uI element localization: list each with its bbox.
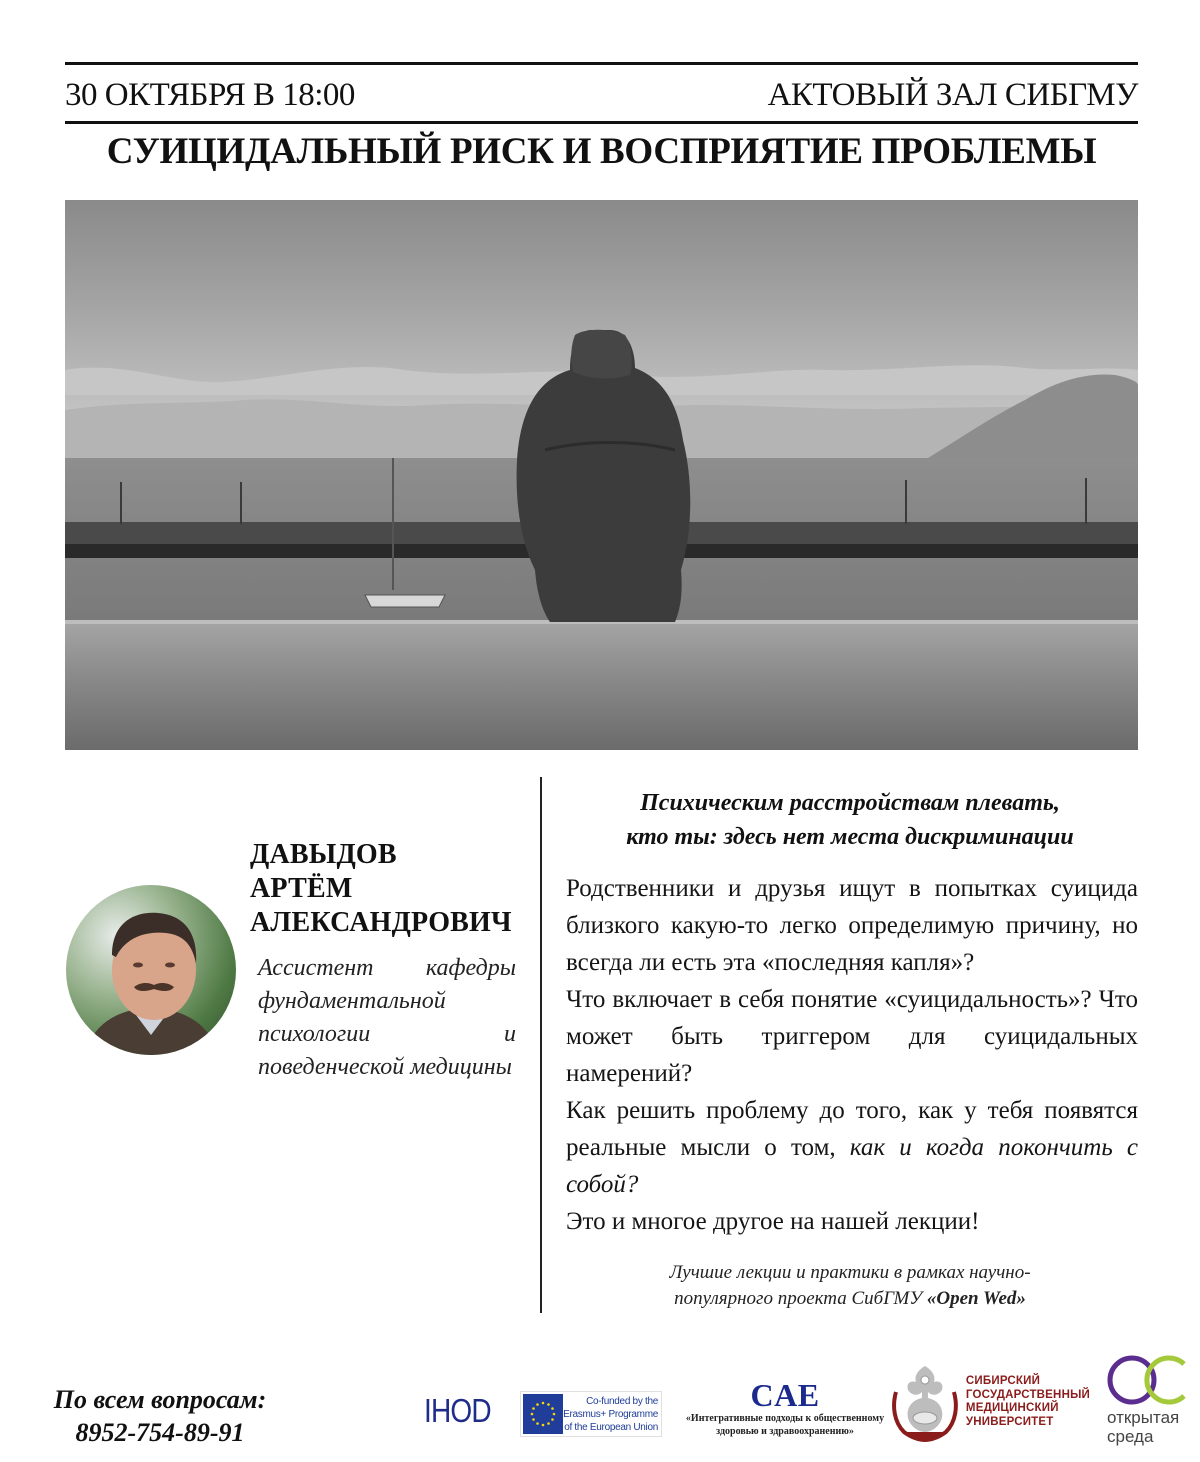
sibgmu-line-2: ГОСУДАРСТВЕННЫЙ [965,1388,1090,1401]
speaker-avatar [66,885,236,1055]
speaker-portrait-illustration [66,885,236,1055]
open-environment-logo [1104,1350,1194,1460]
eu-flag-icon [523,1394,563,1434]
speaker-first-name: АРТЁМ [250,873,353,904]
erasmus-line-3: of the European Union [564,1421,658,1433]
sibgmu-crest-icon [890,1362,960,1442]
lead-quote [562,786,1138,854]
hero-photo-illustration [65,200,1138,750]
description-paragraph-4: Это и многое другое на нашей лекции! [566,1208,980,1235]
sibgmu-line-3: МЕДИЦИНСКИЙ [965,1402,1059,1414]
cae-subtitle-line-2: здоровью и здравоохранению» [716,1426,854,1437]
speaker-patronymic: АЛЕКСАНДРОВИЧ [250,907,512,938]
quote-line-2: кто ты: здесь нет места дискриминации [626,824,1074,850]
sibgmu-line-1: СИБИРСКИЙ [965,1375,1041,1387]
cae-subtitle-line-1: «Интегративные подходы к общественному [685,1413,885,1424]
erasmus-line-1: Co-funded by the [586,1395,658,1407]
middle-rule [65,121,1138,124]
erasmus-line-2: Erasmus+ Programme [563,1408,658,1420]
event-date-time: 30 ОКТЯБРЯ В 18:00 [65,76,355,113]
contact-label: По всем вопросам: [53,1385,267,1414]
lecture-description [566,870,1138,1240]
lecture-title: СУИЦИДАЛЬНЫЙ РИСК И ВОСПРИЯТИЕ ПРОБЛЕМЫ [106,131,1097,172]
event-info-row [65,72,1138,118]
erasmus-logo [520,1391,662,1437]
ihod-logo: IHOD [424,1392,491,1429]
cae-title: CAE [750,1377,820,1413]
cae-logo [672,1378,898,1438]
cae-subtitle [672,1412,898,1438]
erasmus-text [563,1395,661,1434]
emphasized-phrase: как и когда покончить с собой [566,1134,1138,1198]
open-environment-rings-icon [1104,1350,1194,1408]
open-environment-text [1107,1408,1179,1446]
project-name: «Open Wed» [926,1288,1026,1309]
column-divider [540,777,542,1313]
contact-block [20,1383,300,1449]
hero-photo [65,200,1138,750]
open-environment-line-1: открытая [1107,1408,1180,1427]
speaker-surname: ДАВЫДОВ [250,839,397,870]
contact-phone[interactable]: 8952-754-89-91 [75,1418,245,1447]
project-note-line-2: популярного проекта СибГМУ «Open Wed» [674,1288,1026,1309]
description-paragraph-3: Как решить проблему до того, как у тебя появятся реальные мысли о том, как и когда покончить с собой? [566,1097,1138,1198]
sibgmu-logo [890,1362,1090,1442]
open-environment-line-2: среда [1107,1427,1154,1446]
event-venue: АКТОВЫЙ ЗАЛ СИБГМУ [767,76,1138,113]
quote-line-1: Психическим расстройствам плевать, [640,790,1060,816]
speaker-role: Ассистент кафедры фундаментальной психологии и поведенческой медицины [258,955,516,1080]
description-paragraph-2: Что включает в себя понятие «суицидальность»? Что может быть триггером для суицидальных намерений? [566,986,1138,1087]
sibgmu-name [966,1375,1090,1429]
project-note-line-1: Лучшие лекции и практики в рамках научно- [669,1262,1031,1283]
top-rule [65,62,1138,65]
description-paragraph-1: Родственники и друзья ищут в попытках суицида близкого какую-то легко определимую причину, но всегда ли есть эта «последняя капля»? [566,875,1138,976]
speaker-name [250,838,512,940]
project-note [562,1260,1138,1312]
sibgmu-line-4: УНИВЕРСИТЕТ [965,1415,1054,1428]
